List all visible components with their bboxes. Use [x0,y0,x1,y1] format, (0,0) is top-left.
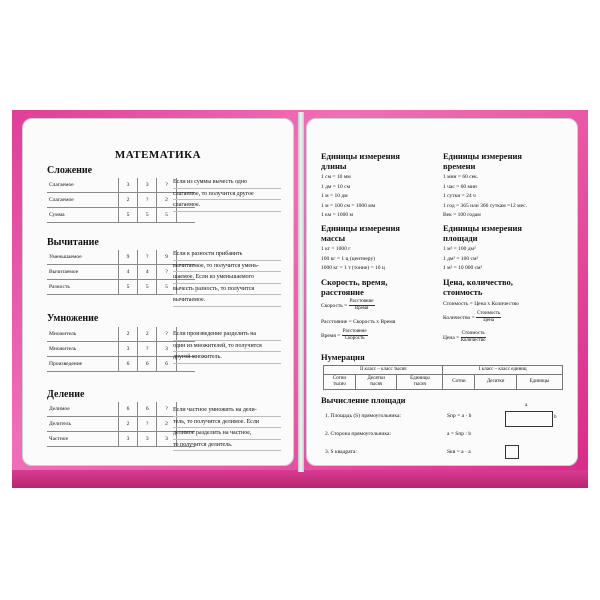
table-row: Уменьшаемое 9 ? 9 [47,250,195,265]
left-page [22,118,294,466]
distance-formula: Расстояние = Скорость х Время [321,319,396,325]
rect-side-a-label: a [525,403,528,408]
square-area-label: 3. S квадрата: [325,449,357,455]
price-formula: Цена = $\frac{\text{Стоимость}}{\text{Количество}}$ [443,331,486,343]
rect-area-label: 1. Площадь (S) прямоугольника: [325,413,401,419]
division-rule: Если частное умножить на дели- тель, то получится делимое. Если делимое разделить на частное, то получится делитель. [173,405,281,451]
rectangle-figure [505,411,553,427]
table-row: Множитель 2 2 ? [47,327,195,342]
addition-heading: Сложение [47,165,93,176]
time-formula: Время = $\frac{\text{Расстояние}}{\text{Скорость}}$ [321,329,367,341]
time-units: 1 мин = 60 сек. 1 час = 60 мин 1 сутки = 24 ч 1 год = 365 или 366 суткам =12 мес. Век = 100 годам [443,174,528,218]
table-row: Разность 5 5 5 [47,280,195,295]
area-units-heading: Единицы измерения площади [443,223,522,243]
length-heading: Единицы измерения длины [321,151,400,171]
price-heading: Цена, количество, стоимость [443,277,513,297]
table-row: Делимое 6 6 ? [47,402,195,417]
length-units: 1 см = 10 мм 1 дм = 10 см 1 м = 10 дм 1 м = 100 см = 1000 мм 1 км = 1000 м [321,174,376,218]
division-heading: Деление [47,389,85,400]
speed-formula: Скорость = $\frac{\text{Расстояние}}{\text{Время}}$ [321,299,374,311]
time-heading: Единицы измерения времени [443,151,522,171]
rect-side-label: 2. Сторона прямоугольника: [325,431,391,437]
table-row: Частное 3 3 3 [47,432,195,447]
area-calc-heading: Вычисление площади [321,395,406,405]
table-row: Слагаемое 3 3 ? [47,178,195,193]
table-row: Сумма 5 5 5 [47,208,195,223]
mass-units: 1 кг = 1000 г 100 кг = 1 ц (центнеру) 1000 кг = 1 т (тонне) = 10 ц [321,246,385,271]
table-row: II класс – класс тысяч I класс – класс единиц [324,366,563,375]
cost-formula: Стоимость = Цена х Количество [443,301,519,307]
multiplication-rule: Если произведение разделить на один из множителей, то получится другой множитель. [173,329,281,364]
square-figure [505,445,519,459]
right-page [306,118,578,466]
subtraction-heading: Вычитание [47,237,99,248]
table-row: Произведение 6 6 6 [47,357,195,372]
table-row: Множитель 3 ? 3 [47,342,195,357]
multiplication-heading: Умножение [47,313,99,324]
addition-rule: Если из суммы вычесть одно слагаемое, то получится другое слагаемое. [173,177,281,212]
square-area-formula: Sкв = a · a [447,449,471,455]
area-units: 1 м² = 100 дм² 1 дм² = 100 см² 1 м² = 10 000 см² [443,246,483,271]
speed-heading: Скорость, время, расстояние [321,277,388,297]
numeration-table [323,365,563,390]
rect-side-b-label: b [554,415,557,420]
table-row: Делитель 2 ? 2 [47,417,195,432]
numeration-heading: Нумерация [321,352,365,362]
page-title: МАТЕМАТИКА [114,149,202,161]
subtraction-rule: Если к разности прибавить вычитаемое, то получится умень- шаемое. Если из уменьшаемого вычесть разность, то получится вычитаемое. [173,249,281,307]
table-row: Слагаемое 2 ? 2 [47,193,195,208]
notebook-spine [298,112,304,472]
mass-heading: Единицы измерения массы [321,223,400,243]
rect-side-formula: a = Sпр : b [447,431,472,437]
rect-area-formula: Sпр = a · b [447,413,472,419]
table-row: Вычитаемое 4 4 ? [47,265,195,280]
table-row: Сотни тысяч Десятки тысяч Единицы тысяч Сотни Десятки Единицы [324,375,563,390]
quantity-formula: Количество = $\frac{\text{Стоимость}}{\text{Цена}}$ [443,311,501,323]
cover-edge [12,470,588,488]
